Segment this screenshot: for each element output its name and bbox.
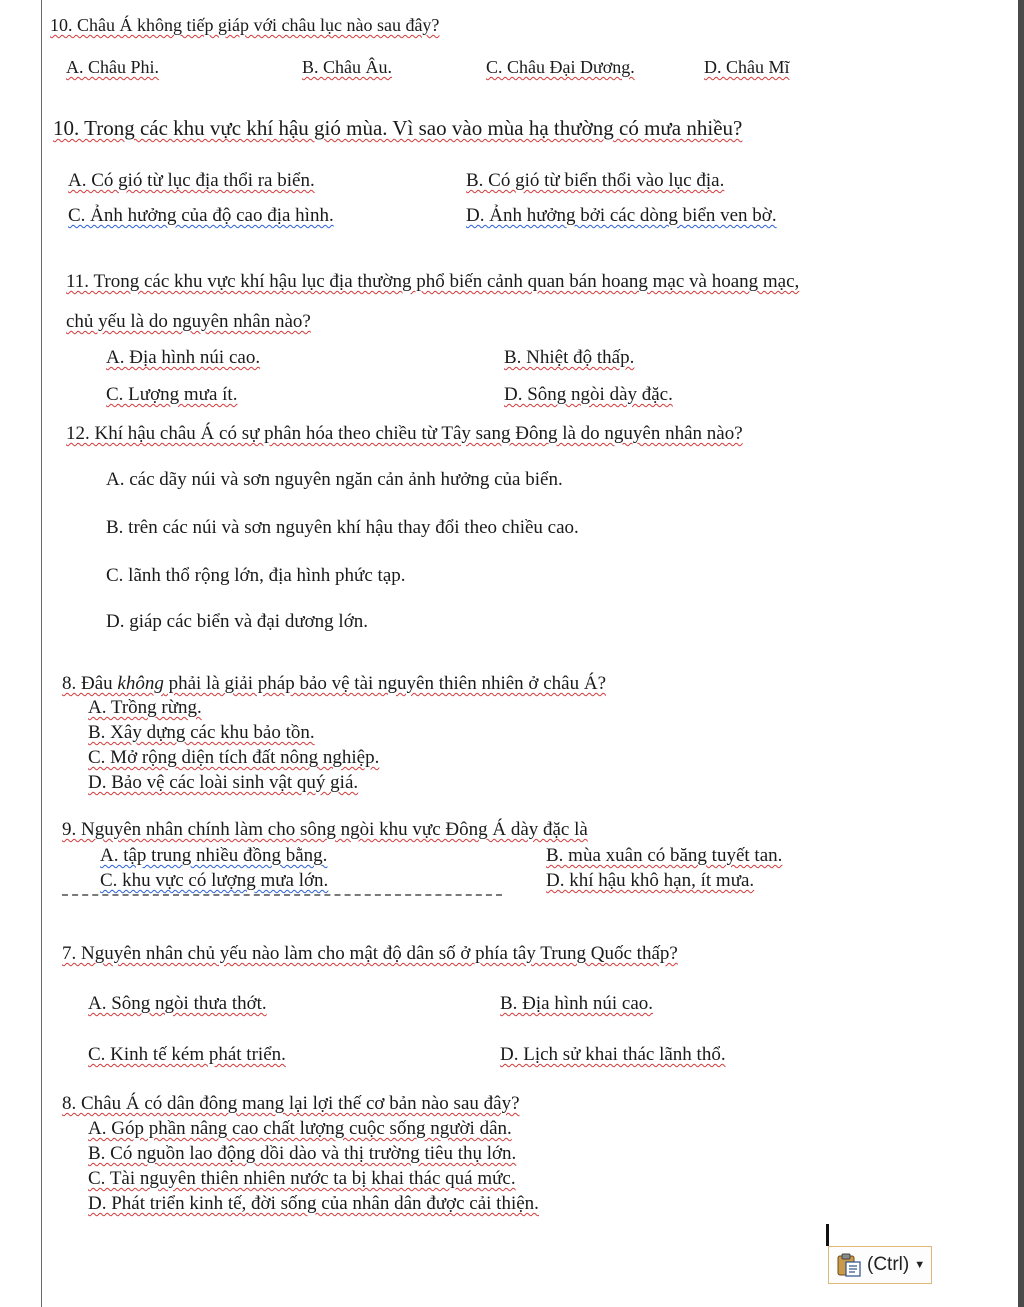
question-stem: 8. Châu Á có dân đông mang lại lợi thế cơ bản nào sau đây? xyxy=(62,1093,520,1114)
answer-option: D. Sông ngòi dày đặc. xyxy=(504,384,673,405)
answer-option: A. Trồng rừng. xyxy=(88,697,202,718)
answer-option: C. Kinh tế kém phát triển. xyxy=(88,1044,286,1065)
answer-option: A. Có gió từ lục địa thổi ra biển. xyxy=(68,170,315,191)
answer-option: A. các dãy núi và sơn nguyên ngăn cản ảnh hưởng của biển. xyxy=(106,469,563,490)
answer-option: C. Lượng mưa ít. xyxy=(106,384,238,405)
answer-option: C. lãnh thổ rộng lớn, địa hình phức tạp. xyxy=(106,565,406,586)
question-stem: 8. Đâu không phải là giải pháp bảo vệ tài nguyên thiên nhiên ở châu Á? xyxy=(62,673,607,694)
paste-options-label: (Ctrl) xyxy=(867,1254,910,1275)
question-stem: 10. Châu Á không tiếp giáp với châu lục nào sau đây? xyxy=(50,15,440,35)
answer-option: D. Ảnh hưởng bởi các dòng biển ven bờ. xyxy=(466,205,777,226)
answer-option: A. Sông ngòi thưa thớt. xyxy=(88,993,267,1014)
answer-option: C. Mở rộng diện tích đất nông nghiệp. xyxy=(88,747,380,768)
answer-option: C. Ảnh hưởng của độ cao địa hình. xyxy=(68,205,334,226)
answer-option: B. Địa hình núi cao. xyxy=(500,993,654,1014)
clipboard-icon xyxy=(835,1252,863,1278)
answer-option: A. tập trung nhiều đồng bằng. xyxy=(100,845,328,866)
dropdown-caret-icon: ▼ xyxy=(914,1259,926,1271)
answer-option: C. Tài nguyên thiên nhiên nước ta bị khai thác quá mức. xyxy=(88,1168,516,1189)
paste-options-button[interactable] xyxy=(828,1246,932,1284)
question-stem: 10. Trong các khu vực khí hậu gió mùa. Vì sao vào mùa hạ thường có mưa nhiều? xyxy=(53,116,743,140)
answer-option: B. Châu Âu. xyxy=(302,57,392,77)
answer-option: D. khí hậu khô hạn, ít mưa. xyxy=(546,870,755,891)
question-stem-continued: chủ yếu là do nguyên nhân nào? xyxy=(66,311,311,332)
clipped-text-line xyxy=(62,894,502,902)
answer-option: D. Phát triển kinh tế, đời sống của nhân dân được cải thiện. xyxy=(88,1193,539,1214)
question-stem: 7. Nguyên nhân chủ yếu nào làm cho mật độ dân số ở phía tây Trung Quốc thấp? xyxy=(62,943,678,964)
answer-option: B. Nhiệt độ thấp. xyxy=(504,347,635,368)
answer-option: A. Góp phần nâng cao chất lượng cuộc sống người dân. xyxy=(88,1118,512,1139)
answer-option: D. Châu Mĩ xyxy=(704,57,790,77)
answer-option: B. Có gió từ biển thổi vào lục địa. xyxy=(466,170,725,191)
answer-option: B. mùa xuân có băng tuyết tan. xyxy=(546,845,783,866)
answer-option: D. Bảo vệ các loài sinh vật quý giá. xyxy=(88,772,359,793)
answer-option: C. khu vực có lượng mưa lớn. xyxy=(100,870,329,891)
document-left-edge xyxy=(0,0,42,1307)
answer-option: A. Địa hình núi cao. xyxy=(106,347,261,368)
text-cursor xyxy=(826,1224,829,1246)
answer-option: C. Châu Đại Dương. xyxy=(486,57,635,77)
question-stem: 11. Trong các khu vực khí hậu lục địa thường phổ biến cảnh quan bán hoang mạc và hoang mạc, xyxy=(66,271,800,292)
question-stem: 12. Khí hậu châu Á có sự phân hóa theo chiều từ Tây sang Đông là do nguyên nhân nào? xyxy=(66,423,743,444)
question-stem: 9. Nguyên nhân chính làm cho sông ngòi khu vực Đông Á dày đặc là xyxy=(62,819,588,840)
window-right-border xyxy=(1018,0,1024,1307)
answer-option: B. Xây dựng các khu bảo tồn. xyxy=(88,722,315,743)
answer-option: B. trên các núi và sơn nguyên khí hậu thay đổi theo chiều cao. xyxy=(106,517,579,538)
answer-option: B. Có nguồn lao động dồi dào và thị trường tiêu thụ lớn. xyxy=(88,1143,517,1164)
answer-option: D. Lịch sử khai thác lãnh thổ. xyxy=(500,1044,726,1065)
answer-option: D. giáp các biển và đại dương lớn. xyxy=(106,611,369,632)
answer-option: A. Châu Phi. xyxy=(66,57,160,77)
